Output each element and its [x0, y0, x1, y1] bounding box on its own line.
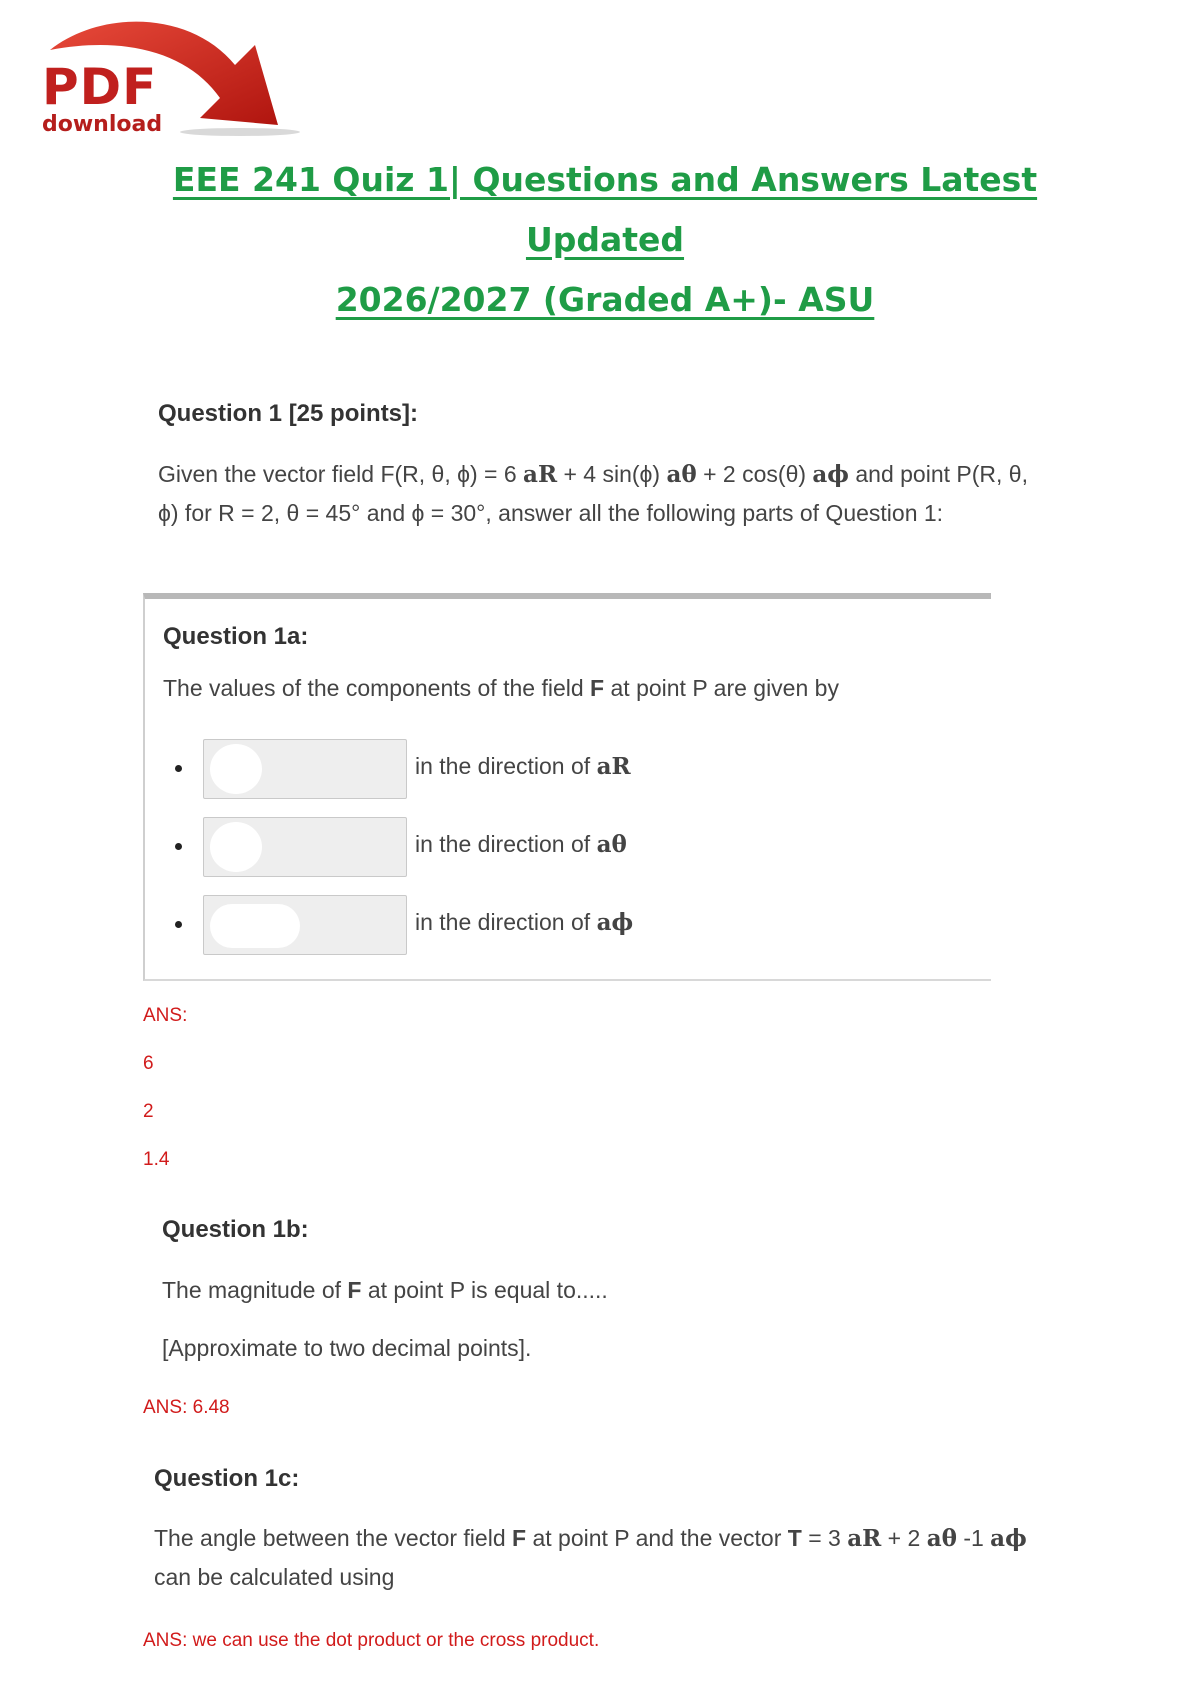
vector-atheta: aθ: [596, 831, 627, 858]
bold-F: F: [590, 675, 605, 701]
answer-1a-label: ANS:: [143, 1005, 188, 1026]
vector-atheta: aθ: [666, 461, 697, 488]
bullet-icon: [175, 843, 182, 850]
text: + 2: [881, 1525, 927, 1551]
answer-input-atheta[interactable]: [203, 817, 407, 877]
answer-1b: ANS: 6.48: [143, 1397, 230, 1418]
answer-1a-value: 6: [143, 1053, 154, 1074]
text: -1: [956, 1525, 991, 1551]
document-title: [140, 150, 1070, 330]
vector-aphi: aϕ: [990, 1525, 1027, 1552]
answer-row-label: [415, 753, 631, 780]
question-1-heading: Question 1 [25 points]:: [158, 400, 419, 427]
question-1b-heading: Question 1b:: [162, 1216, 309, 1243]
answer-row-label: [415, 831, 627, 858]
input-mask: [210, 822, 262, 872]
question-1c-text: [154, 1519, 1054, 1596]
logo-pdf-text: PDF: [42, 58, 158, 116]
question-1c-line-1: [154, 1519, 1054, 1558]
text: = 3: [801, 1525, 848, 1551]
question-1c-line-2: can be calculated using: [154, 1564, 395, 1590]
vector-aR: aR: [847, 1525, 882, 1552]
text: The values of the components of the field: [163, 675, 591, 701]
intro-text: + 4 sin(ϕ): [557, 461, 667, 487]
question-1-intro: [158, 455, 1058, 532]
text: at point P is equal to.....: [361, 1277, 608, 1303]
logo-download-text: download: [42, 112, 163, 137]
question-1b-text: [162, 1271, 608, 1309]
answer-1a-value: 2: [143, 1101, 154, 1122]
answer-1c: ANS: we can use the dot product or the cross product.: [143, 1630, 600, 1651]
question-1-intro-line-2: ϕ) for R = 2, θ = 45° and ϕ = 30°, answer all the following parts of Question 1:: [158, 500, 944, 526]
answer-input-aR[interactable]: [203, 739, 407, 799]
direction-text: in the direction of: [415, 831, 597, 857]
question-1a-panel: [143, 593, 991, 981]
question-1c-heading: Question 1c:: [154, 1465, 300, 1492]
question-1a-text: [163, 669, 839, 707]
bullet-icon: [175, 921, 182, 928]
bold-F: F: [347, 1277, 362, 1303]
vector-aR: aR: [523, 461, 558, 488]
input-mask: [210, 744, 262, 794]
direction-text: in the direction of: [415, 753, 597, 779]
intro-text: and point P(R, θ,: [848, 461, 1028, 487]
input-mask: [210, 904, 300, 948]
intro-text: + 2 cos(θ): [696, 461, 813, 487]
answer-row-label: [415, 909, 633, 936]
vector-atheta: aθ: [926, 1525, 957, 1552]
bullet-icon: [175, 765, 182, 772]
bold-T: T: [787, 1525, 802, 1551]
vector-aphi: aϕ: [596, 909, 634, 936]
question-1b-note: [Approximate to two decimal points].: [162, 1335, 532, 1361]
answer-1a-value: 1.4: [143, 1149, 170, 1170]
title-line-2: 2026/2027 (Graded A+)- ASU: [335, 280, 875, 319]
vector-aphi: aϕ: [812, 461, 849, 488]
direction-text: in the direction of: [415, 909, 597, 935]
title-line-1: EEE 241 Quiz 1| Questions and Answers Latest Updated: [172, 160, 1038, 259]
vector-aR: aR: [596, 753, 631, 780]
answer-input-aphi[interactable]: [203, 895, 407, 955]
question-1a-heading: Question 1a:: [163, 623, 309, 650]
text: at point P and the vector: [526, 1525, 788, 1551]
text: The angle between the vector field: [154, 1525, 513, 1551]
pdf-download-logo: [20, 10, 310, 140]
intro-text: Given the vector field F(R, θ, ϕ) = 6: [158, 461, 524, 487]
text: at point P are given by: [604, 675, 839, 701]
question-1-intro-line-1: [158, 455, 1058, 494]
bold-F: F: [512, 1525, 527, 1551]
text: The magnitude of: [162, 1277, 348, 1303]
